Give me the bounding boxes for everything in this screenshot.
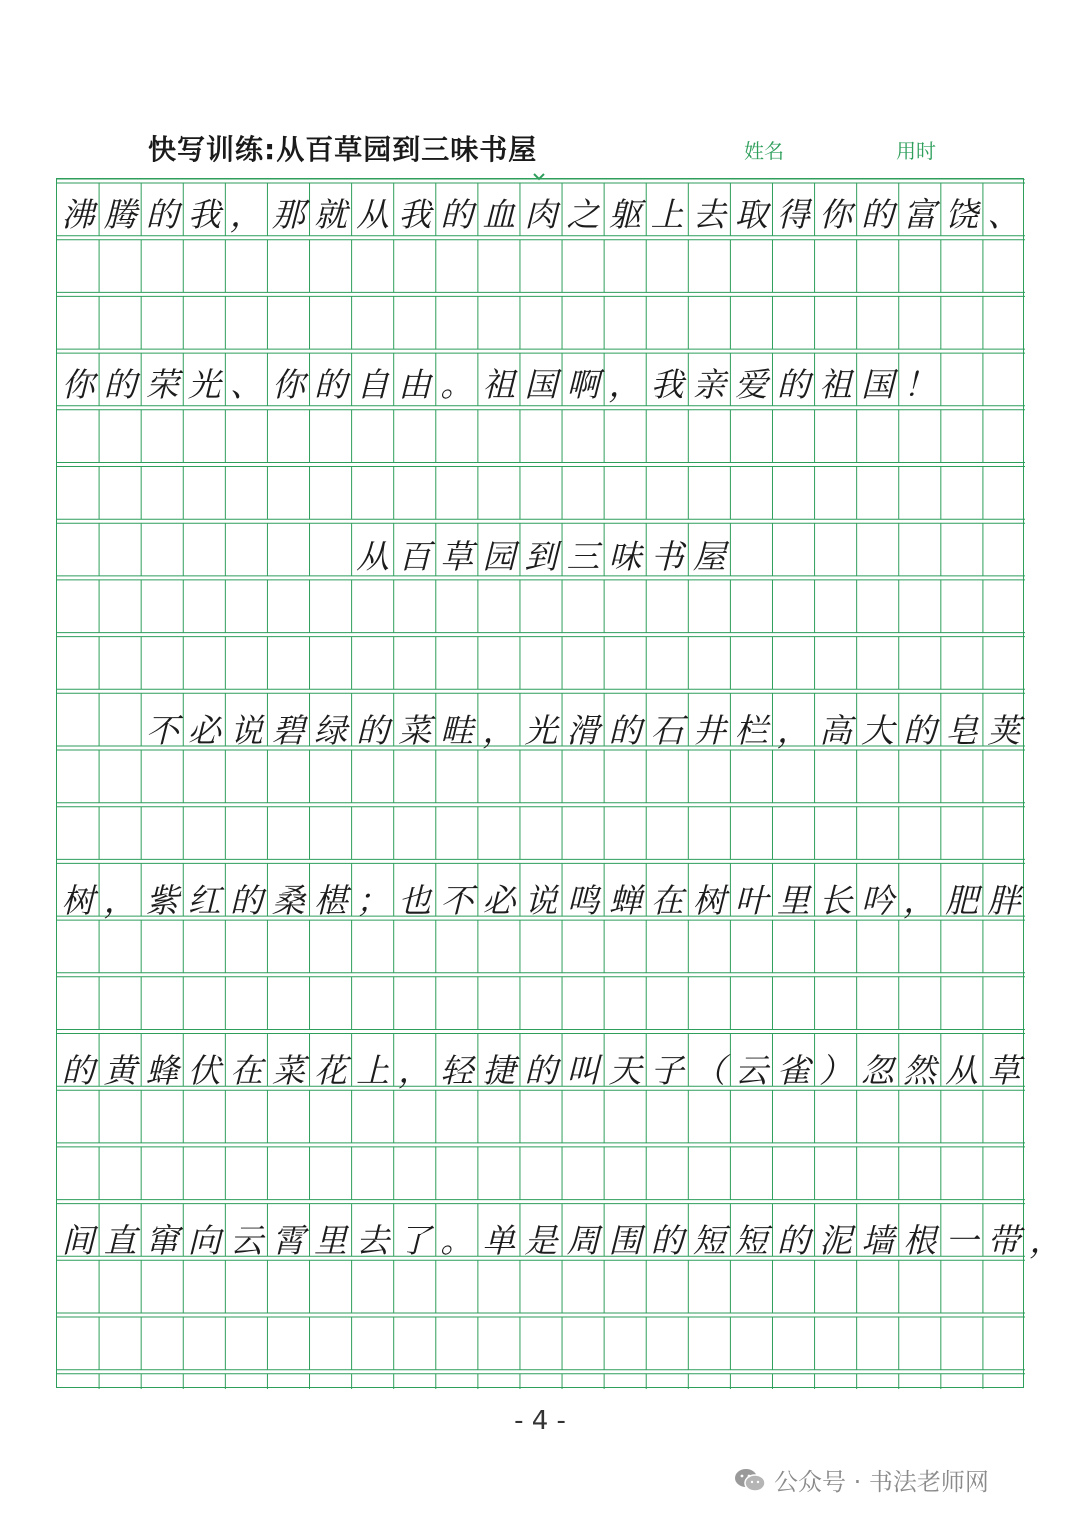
char-cell: 啊 bbox=[566, 365, 600, 404]
char-cell: 你 bbox=[271, 365, 305, 404]
char-cell: 吟 bbox=[861, 881, 895, 920]
char-cell: 去 bbox=[692, 195, 726, 234]
empty-cell bbox=[267, 531, 309, 578]
char-cell: 胖 bbox=[987, 881, 1021, 920]
char-cell: 的 bbox=[61, 1051, 95, 1090]
char-cell: 高 bbox=[818, 711, 852, 750]
char-cell: 上 bbox=[650, 195, 684, 234]
char-cell: 的 bbox=[524, 1051, 558, 1090]
char-cell: 的 bbox=[650, 1221, 684, 1260]
char-cell: 泥 bbox=[818, 1221, 852, 1260]
char-cell: 。 bbox=[440, 1221, 474, 1260]
char-cell: 富 bbox=[903, 195, 937, 234]
char-cell: 菜 bbox=[271, 1051, 305, 1090]
empty-cell bbox=[309, 531, 351, 578]
char-cell: 霄 bbox=[271, 1221, 305, 1260]
char-cell: 长 bbox=[818, 881, 852, 920]
char-cell: 国 bbox=[861, 365, 895, 404]
char-cell: 鸣 bbox=[566, 881, 600, 920]
char-cell: 的 bbox=[903, 711, 937, 750]
text-line-1 bbox=[57, 189, 1025, 236]
char-cell: 之 bbox=[566, 195, 600, 234]
watermark bbox=[734, 1462, 989, 1497]
char-cell: 肉 bbox=[524, 195, 558, 234]
char-cell: 荚 bbox=[987, 711, 1021, 750]
char-cell: 桑 bbox=[271, 881, 305, 920]
char-cell: 三 bbox=[566, 537, 600, 576]
char-cell: 去 bbox=[356, 1221, 390, 1260]
char-cell: 轻 bbox=[440, 1051, 474, 1090]
char-cell: 在 bbox=[650, 881, 684, 920]
char-cell: 伏 bbox=[187, 1051, 221, 1090]
char-cell: 由 bbox=[398, 365, 432, 404]
char-cell: 国 bbox=[524, 365, 558, 404]
char-cell: 的 bbox=[440, 195, 474, 234]
char-cell: 的 bbox=[103, 365, 137, 404]
char-cell: 从 bbox=[945, 1051, 979, 1090]
char-cell: 皂 bbox=[945, 711, 979, 750]
char-cell: 的 bbox=[608, 711, 642, 750]
char-cell: 间 bbox=[61, 1221, 95, 1260]
char-cell: 的 bbox=[861, 195, 895, 234]
char-cell: ） bbox=[818, 1051, 852, 1090]
page-number: - 4 - bbox=[514, 1406, 566, 1436]
char-cell: 的 bbox=[776, 1221, 810, 1260]
char-cell: 味 bbox=[608, 537, 642, 576]
char-cell: 天 bbox=[608, 1051, 642, 1090]
char-cell: 红 bbox=[187, 881, 221, 920]
char-cell: （ bbox=[692, 1051, 726, 1090]
writing-grid bbox=[56, 178, 1063, 1388]
char-cell: 一 bbox=[945, 1221, 979, 1260]
char-cell: 也 bbox=[398, 881, 432, 920]
char-cell: 是 bbox=[524, 1221, 558, 1260]
char-cell: 椹 bbox=[314, 881, 347, 920]
char-cell: 的 bbox=[314, 365, 347, 404]
char-cell: 。 bbox=[440, 365, 474, 404]
char-cell: 、 bbox=[987, 195, 1021, 234]
char-cell: 的 bbox=[776, 365, 810, 404]
char-cell: 草 bbox=[987, 1051, 1021, 1090]
char-cell: 说 bbox=[229, 711, 263, 750]
char-cell: 血 bbox=[482, 195, 516, 234]
text-line-2 bbox=[57, 359, 1025, 406]
time-label: 用时 bbox=[896, 139, 936, 163]
text-line-5 bbox=[57, 1045, 1025, 1092]
char-cell: 忽 bbox=[861, 1051, 895, 1090]
empty-cell bbox=[57, 531, 99, 578]
char-cell: 的 bbox=[229, 881, 263, 920]
char-cell: 不 bbox=[440, 881, 474, 920]
char-cell: 单 bbox=[482, 1221, 516, 1260]
empty-cell bbox=[225, 531, 267, 578]
char-cell: 花 bbox=[314, 1051, 347, 1090]
char-cell: 蝉 bbox=[608, 881, 642, 920]
char-cell: 菜 bbox=[398, 711, 432, 750]
char-cell: 黄 bbox=[103, 1051, 137, 1090]
char-cell: 从 bbox=[356, 195, 390, 234]
char-cell: 必 bbox=[482, 881, 516, 920]
char-cell: 爱 bbox=[734, 365, 768, 404]
empty-cell bbox=[183, 531, 225, 578]
char-cell: 云 bbox=[229, 1221, 263, 1260]
char-cell: 石 bbox=[650, 711, 684, 750]
char-cell: 树 bbox=[61, 881, 95, 920]
char-cell: 祖 bbox=[482, 365, 516, 404]
char-cell: 取 bbox=[734, 195, 768, 234]
char-cell: 墙 bbox=[861, 1221, 895, 1260]
char-cell: 屋 bbox=[692, 537, 726, 576]
char-cell: 就 bbox=[314, 195, 347, 234]
char-cell: 在 bbox=[229, 1051, 263, 1090]
char-cell: 书 bbox=[650, 537, 684, 576]
empty-cell bbox=[99, 531, 141, 578]
char-cell: 、 bbox=[229, 365, 263, 404]
char-cell: 的 bbox=[356, 711, 390, 750]
char-cell: 光 bbox=[187, 365, 221, 404]
char-cell: 到 bbox=[524, 537, 558, 576]
char-cell: ， bbox=[608, 365, 642, 404]
page-title: 快写训练:从百草园到三味书屋 bbox=[148, 133, 538, 166]
char-cell: 光 bbox=[524, 711, 558, 750]
char-cell: 必 bbox=[187, 711, 221, 750]
char-cell: 蜂 bbox=[145, 1051, 179, 1090]
char-cell: 碧 bbox=[271, 711, 305, 750]
char-cell: ， bbox=[776, 711, 810, 750]
char-cell: 亲 bbox=[692, 365, 726, 404]
char-cell: 百 bbox=[398, 537, 432, 576]
char-cell: 我 bbox=[398, 195, 432, 234]
char-cell: 子 bbox=[650, 1051, 684, 1090]
char-cell: 得 bbox=[776, 195, 810, 234]
char-cell: ； bbox=[356, 881, 390, 920]
char-cell: 园 bbox=[482, 537, 516, 576]
char-cell: 自 bbox=[356, 365, 390, 404]
char-cell: 栏 bbox=[734, 711, 768, 750]
char-cell: 沸 bbox=[61, 195, 95, 234]
char-cell: 我 bbox=[187, 195, 221, 234]
char-cell: 躯 bbox=[608, 195, 642, 234]
char-cell: 紫 bbox=[145, 881, 179, 920]
char-cell: 叶 bbox=[734, 881, 768, 920]
char-cell: 云 bbox=[734, 1051, 768, 1090]
char-cell: 根 bbox=[903, 1221, 937, 1260]
empty-cell bbox=[141, 531, 183, 578]
char-cell: 井 bbox=[692, 711, 726, 750]
char-cell: ， bbox=[103, 881, 137, 920]
char-cell: 围 bbox=[608, 1221, 642, 1260]
char-cell: ， bbox=[229, 195, 263, 234]
char-cell: ， bbox=[482, 711, 516, 750]
char-cell: ， bbox=[1029, 1221, 1063, 1260]
char-cell: 那 bbox=[271, 195, 305, 234]
char-cell: 绿 bbox=[314, 711, 347, 750]
char-cell: 荣 bbox=[145, 365, 179, 404]
char-cell: ！ bbox=[903, 365, 937, 404]
char-cell: 我 bbox=[650, 365, 684, 404]
name-label: 姓名 bbox=[744, 139, 784, 163]
char-cell: 大 bbox=[861, 711, 895, 750]
char-cell: 短 bbox=[692, 1221, 726, 1260]
char-cell: 向 bbox=[187, 1221, 221, 1260]
text-line-3 bbox=[57, 705, 1025, 752]
char-cell: 滑 bbox=[566, 711, 600, 750]
char-cell: 短 bbox=[734, 1221, 768, 1260]
char-cell: 然 bbox=[903, 1051, 937, 1090]
char-cell: 窜 bbox=[145, 1221, 179, 1260]
char-cell: 草 bbox=[440, 537, 474, 576]
char-cell: 你 bbox=[818, 195, 852, 234]
char-cell: 你 bbox=[61, 365, 95, 404]
text-line-6 bbox=[57, 1215, 1063, 1262]
char-cell: 祖 bbox=[818, 365, 852, 404]
char-cell: 腾 bbox=[103, 195, 137, 234]
char-cell: 周 bbox=[566, 1221, 600, 1260]
char-cell: 肥 bbox=[945, 881, 979, 920]
char-cell: ， bbox=[903, 881, 937, 920]
char-cell: 里 bbox=[314, 1221, 347, 1260]
char-cell: 畦 bbox=[440, 711, 474, 750]
char-cell: 雀 bbox=[776, 1051, 810, 1090]
empty-cell bbox=[57, 705, 99, 752]
char-cell: 不 bbox=[145, 711, 179, 750]
char-cell: 了 bbox=[398, 1221, 432, 1260]
char-cell: 从 bbox=[356, 537, 390, 576]
char-cell: 说 bbox=[524, 881, 558, 920]
char-cell: ， bbox=[398, 1051, 432, 1090]
char-cell: 饶 bbox=[945, 195, 979, 234]
text-line-4 bbox=[57, 875, 1025, 922]
wechat-icon bbox=[734, 1467, 766, 1493]
empty-cell bbox=[99, 705, 141, 752]
char-cell: 的 bbox=[145, 195, 179, 234]
char-cell: 捷 bbox=[482, 1051, 516, 1090]
char-cell: 里 bbox=[776, 881, 810, 920]
watermark-text: 公众号 · 书法老师网 bbox=[774, 1468, 989, 1496]
char-cell: 叫 bbox=[566, 1051, 600, 1090]
char-cell: 带 bbox=[987, 1221, 1021, 1260]
heading-line bbox=[57, 531, 1025, 578]
char-cell: 上 bbox=[356, 1051, 390, 1090]
char-cell: 直 bbox=[103, 1221, 137, 1260]
char-cell: 树 bbox=[692, 881, 726, 920]
